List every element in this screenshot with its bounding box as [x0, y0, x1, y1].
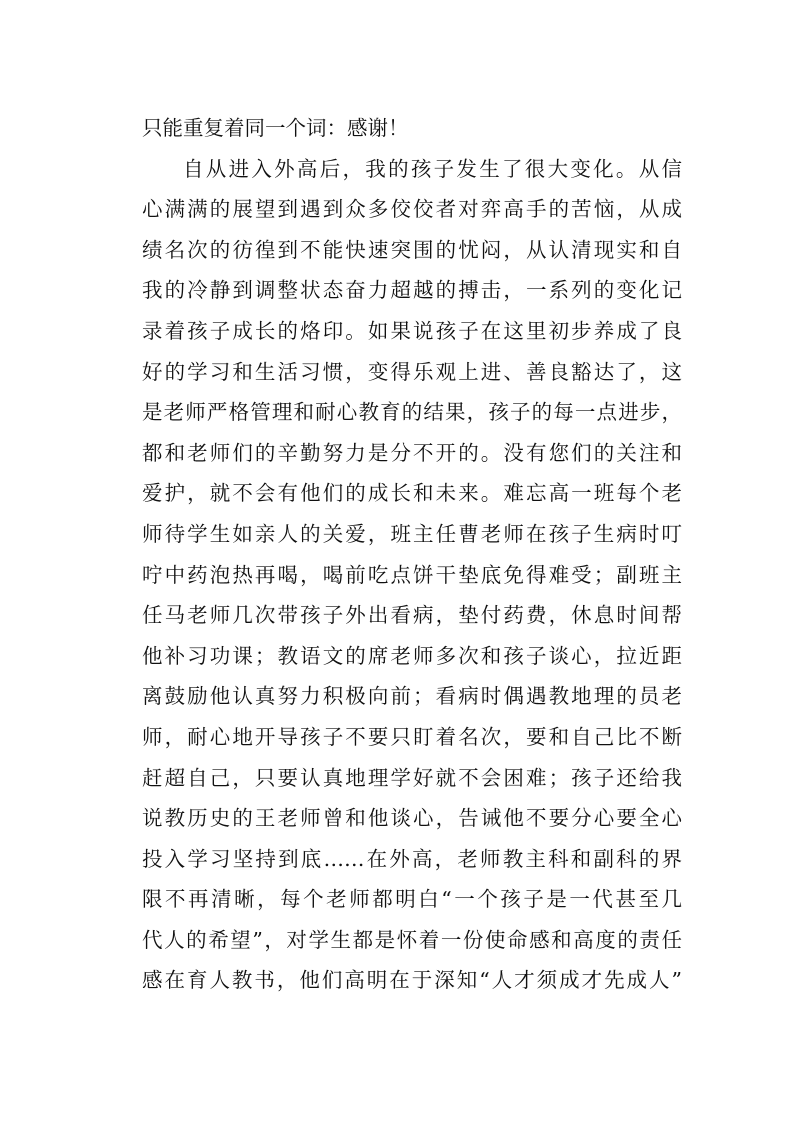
paragraph-line: 限不再清晰，每个老师都明白“一个孩子是一代甚至几: [142, 887, 682, 912]
paragraph-line: 赶超自己，只要认真地理学好就不会困难；孩子还给我: [142, 765, 682, 790]
paragraph-line: 感在育人教书，他们高明在于深知“人才须成才先成人”: [142, 968, 682, 993]
paragraph-line: 代人的希望”，对学生都是怀着一份使命感和高度的责任: [142, 927, 682, 952]
paragraph-line: 说教历史的王老师曾和他谈心，告诫他不要分心要全心: [142, 806, 682, 831]
paragraph-line: 爱护，就不会有他们的成长和未来。难忘高一班每个老: [142, 481, 682, 506]
paragraph-line: 咛中药泡热再喝，喝前吃点饼干垫底免得难受；副班主: [142, 562, 682, 587]
paragraph-line: 都和老师们的辛勤努力是分不开的。没有您们的关注和: [142, 440, 682, 465]
paragraph-line: 任马老师几次带孩子外出看病，垫付药费，休息时间帮: [142, 603, 682, 628]
paragraph-line: 好的学习和生活习惯，变得乐观上进、善良豁达了，这: [142, 359, 682, 384]
paragraph-line: 我的冷静到调整状态奋力超越的搏击，一系列的变化记: [142, 278, 682, 303]
paragraph-line: 他补习功课；教语文的席老师多次和孩子谈心，拉近距: [142, 643, 682, 668]
paragraph-line: 自从进入外高后，我的孩子发生了很大变化。从信: [183, 156, 682, 181]
paragraph-line: 是老师严格管理和耐心教育的结果，孩子的每一点进步，: [142, 400, 682, 425]
paragraph-line: 投入学习坚持到底……在外高，老师教主科和副科的界: [142, 846, 682, 871]
paragraph-line: 心满满的展望到遇到众多佼佼者对弈高手的苦恼，从成: [142, 197, 682, 222]
paragraph-line: 师待学生如亲人的关爱，班主任曹老师在孩子生病时叮: [142, 521, 682, 546]
paragraph-line: 录着孩子成长的烙印。如果说孩子在这里初步养成了良: [142, 318, 682, 343]
paragraph-line: 只能重复着同一个词：感谢！: [142, 116, 409, 140]
document-body: [142, 108, 682, 1001]
paragraph-line: 离鼓励他认真努力积极向前；看病时偶遇教地理的员老: [142, 684, 682, 709]
paragraph-line: 绩名次的彷徨到不能快速突围的忧闷，从认清现实和自: [142, 237, 682, 262]
paragraph-line: 师，耐心地开导孩子不要只盯着名次，要和自己比不断: [142, 724, 682, 749]
